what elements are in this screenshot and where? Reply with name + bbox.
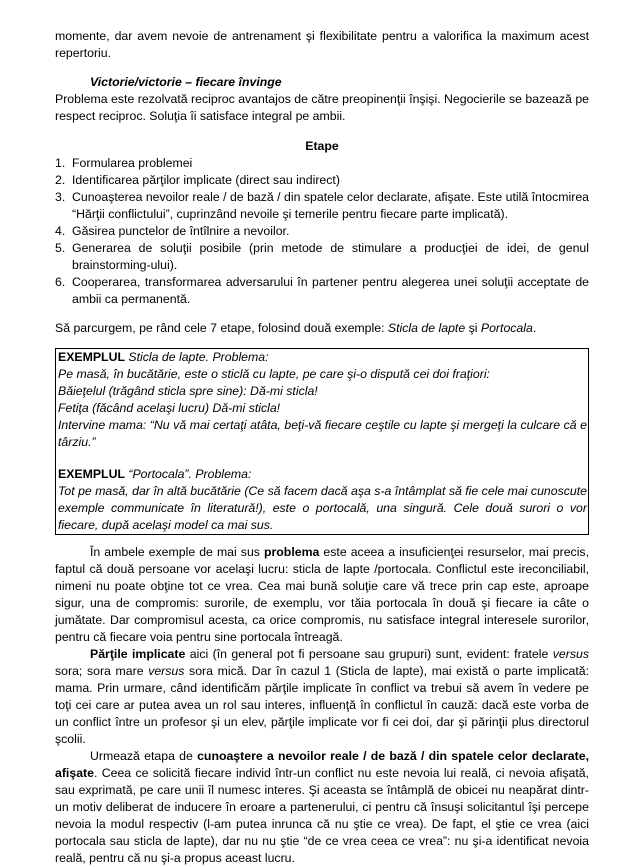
example1-title: EXEMPLUL Sticla de lapte. Problema: <box>58 350 269 364</box>
list-item: 1. Formularea problemei <box>55 156 193 170</box>
list-item: 3. Cunoaşterea nevoilor reale / de bază / din spatele celor declarate, afişate. Este utilă întocmirea “Hărţii conflictului”, cuprinzând nevoile şi temerile pentru fiecare parte implicată). <box>55 190 589 221</box>
list-item: 6. Cooperarea, transformarea adversarului în partener pentru alegerea unei soluţii acceptate de ambii ca permanentă. <box>55 275 589 306</box>
example1-line: Fetiţa (făcând acelaşi lucru) Dă-mi sticla! <box>58 401 281 415</box>
list-item: 2. Identificarea părţilor implicate (direct sau indirect) <box>55 173 340 187</box>
section-title: Victorie/victorie – fiecare învinge <box>90 75 282 89</box>
intro-paragraph: momente, dar avem nevoie de antrenament şi flexibilitate pentru a valorifica la maximum acest repertoriu. <box>55 29 589 60</box>
paragraph-problema: În ambele exemple de mai sus problema este aceea a insuficienţei resurselor, mai precis, faptul că două persoane vor acelaşi lucru: sticla de lapte /portocala. Conflictul este ireconciliabil, nimeni nu poate obţine tot ce vrea. Cea mai bună soluţie care vă trece prin cap este, aproape sigur, una de compromis: surorile, de exemplu, vor tăia portocala în două şi fiecare ia câte o jumătate. Dar compromisul acesta, ca orice compromis, nu satisface integral interesele surorilor, pentru că fiecare voia pentru sine portocala întreagă. <box>55 545 589 644</box>
document-page <box>55 28 589 867</box>
examples-box <box>55 348 589 535</box>
etape-title: Etape <box>305 139 339 153</box>
body-text <box>55 544 589 867</box>
example1-line: Băieţelul (trăgând sticla spre sine): Dă-mi sticla! <box>58 384 318 398</box>
paragraph-nevoi: Urmează etapa de cunoaştere a nevoilor reale / de bază / din spatele celor declarate, afişate. Ceea ce solicită fiecare individ într-un conflict nu este nevoia lui reală, ci nevoia afişată, sau exprimată, pe care unii îl numesc interes. Şi aceasta se întâmplă de obicei nu neapărat dintr-un motiv deliberat de inducere în eroare a partenerului, ci pentru că însuşi solicitantul îşi percepe nevoia la modul respectiv (l-am putea inrunca că nu ştie ce vrea). De fapt, el ştie ce vrea (aici portocala sau sticla de lapte), dar nu nu ştie “de ce vrea ceea ce vrea”: nu şi-a identificat nevoia reală, pentru că nu şi-a propus aceast lucru. <box>55 749 589 865</box>
parcurgem-paragraph: Să parcurgem, pe rând cele 7 etape, folosind două exemple: Sticla de lapte şi Portocala. <box>55 321 537 335</box>
example2-text: Tot pe masă, dar în altă bucătărie (Ce să facem dacă aşa s-a întâmplat să fie cele mai cunoscute exemple communicate în literatură!), este o portocală, una singură. Cele două surori o vor fiecare, după acelaşi model ca mai sus. <box>58 484 587 532</box>
example1-line: Intervine mama: “Nu vă mai certaţi atâta, beţi-vă fiecare ceştile cu lapte şi mergeţi la culcare că e târziu.” <box>58 418 587 449</box>
example1-line: Pe masă, în bucătărie, este o sticlă cu lapte, pe care şi-o dispută cei doi fraţiori: <box>58 367 490 381</box>
paragraph-partile: Părţile implicate aici (în general pot fi persoane sau grupuri) sunt, evident: fratele versus sora; sora mare versus sora mică. Dar în cazul 1 (Sticla de lapte), mai există o parte implicată: mama. Prin urmare, când identificăm părţile implicate în conflict va trebui să avem în vedere pe toţi cei care ar putea avea un rol sau interes, influenţă în conflictul în cauză: dacă este vorba de un conflict între un profesor şi un elev, părţile implicate vor fi cei doi, dar şi părinţii plus directorul şcolii. <box>55 647 589 746</box>
example2-title: EXEMPLUL “Portocala”. Problema: <box>58 467 252 481</box>
etape-list <box>55 155 589 308</box>
list-item: 5. Generarea de soluţii posibile (prin metode de stimulare a producţiei de idei, de genul brainstorming-ului). <box>55 241 589 272</box>
section-text: Problema este rezolvată reciproc avantajos de către preopinenţii înşişi. Negocierile se bazează pe respect reciproc. Soluţia îi satisface integral pe ambii. <box>55 92 589 123</box>
list-item: 4. Găsirea punctelor de întîlnire a nevoilor. <box>55 224 290 238</box>
